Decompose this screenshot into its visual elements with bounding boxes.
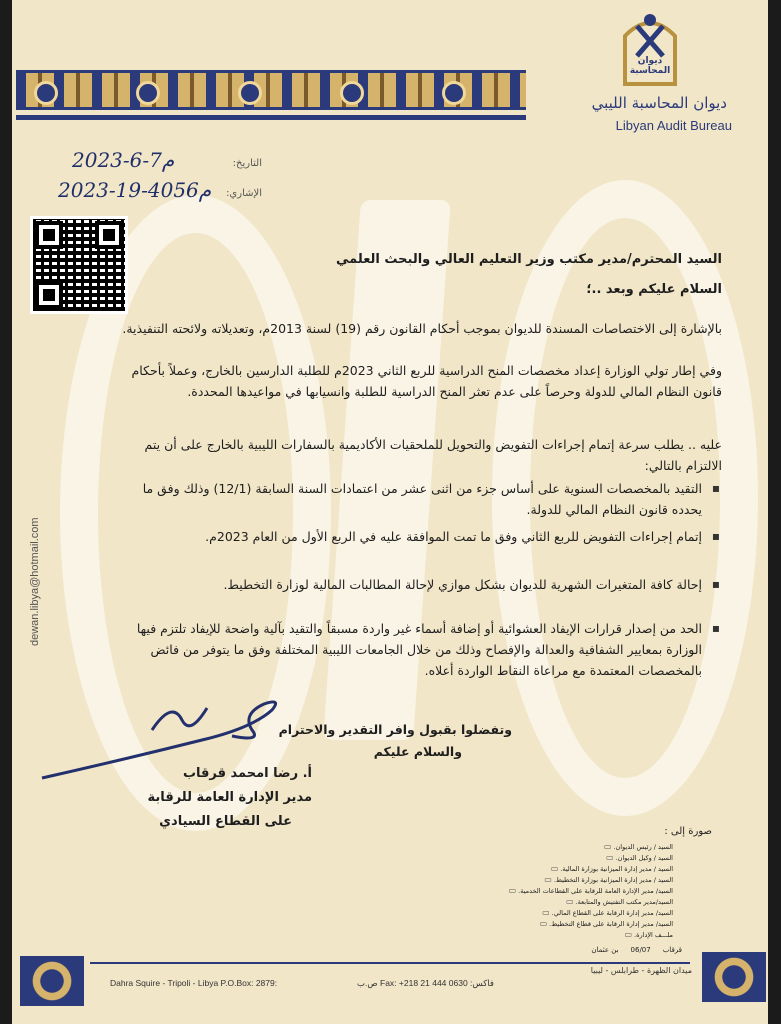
footer-address-english: Dahra Squire - Tripoli - Libya P.O.Box: 2879: (110, 978, 278, 988)
footer-fax: ص.ب Fax: +218 21 444 0630 :فاكس (357, 978, 494, 988)
side-email: dewan.libya@hotmail.com (29, 517, 41, 646)
greeting: السلام عليكم وبعد ..؛ (586, 282, 722, 297)
footer-rule (90, 962, 690, 964)
copy-recipient: السيد / مدير إدارة الميزانية بوزارة المالية. ▭ (473, 864, 673, 873)
ornament-corner-bottom-right (702, 952, 766, 1002)
signatory-title-2: على القطاع السيادي (159, 814, 292, 829)
paragraph-1: بالإشارة إلى الاختصاصات المسندة للديوان بموجب أحكام القانون رقم (19) لسنة 2013م، وتعديلاته ولائحته التنفيذية. (122, 321, 722, 336)
ref-label: الإشاري: (226, 188, 262, 199)
ref-author: قرقاب (662, 946, 682, 954)
signatory-name: أ. رضا امحمد قرقاب (182, 766, 312, 781)
ref-typist: بن عثمان (591, 946, 619, 954)
bullet-item: ▪ التقيد بالمخصصات السنوية على أساس جزء من اثنى عشر من اعتمادات السنة السابقة (12/1) وذلك وفق ما يحدده قانون النظام المالي للدولة. (132, 478, 702, 520)
paragraph-2: وفي إطار تولي الوزارة إعداد مخصصات المنح الدراسية للربع الثاني 2023م للطلبة الدارسين بالخارج، وعملاً بأحكام قانون النظام المالي للدولة وحرصاً على عدم تعثر المنح الدراسية للطلبة وانسيابها في مواعيدها المحددة. (131, 363, 722, 399)
org-name-arabic: ديوان المحاسبة الليبي (591, 94, 727, 112)
ref-date: 06/07 (630, 946, 651, 954)
copy-recipient: ملـــف الإدارة. ▭ (473, 930, 673, 939)
copies-list (12, 0, 768, 1024)
addressee: السيد المحترم/مدير مكتب وزير التعليم العالي والبحث العلمي (336, 252, 722, 267)
copies-footer-refs (492, 946, 682, 954)
date-label: التاريخ: (232, 158, 262, 169)
copy-recipient: السيد/مدير مكتب التفتيش والمتابعة. ▭ (473, 897, 673, 906)
ref-value: 2023-19-4056م (58, 178, 212, 202)
closing-line-1: وتفضلوا بقبول وافر التقدير والاحترام (278, 722, 512, 737)
copies-label: صورة إلى : (664, 826, 712, 837)
date-value: 2023-6-7م (72, 148, 175, 172)
copy-recipient: السيد/ مدير الإدارة العامة للرقابة على القطاعات الخدمية. ▭ (473, 886, 673, 895)
bullet-item: ▪ إتمام إجراءات التفويض للربع الثاني وفق ما تمت الموافقة عليه في الربع الأول من العام 2023م. (132, 526, 702, 547)
copy-recipient: السيد / وكيل الديوان. ▭ (473, 853, 673, 862)
org-name-english: Libyan Audit Bureau (615, 118, 732, 133)
ornament-corner-bottom-left (20, 956, 84, 1006)
signatory-title-1: مدير الإدارة العامة للرقابة (147, 790, 312, 805)
paragraph-3: عليه .. يطلب سرعة إتمام إجراءات التفويض والتحويل للملحقيات الأكاديمية بالسفارات الليبية بالخارج على أن يتم الالتزام بالتالي: (144, 437, 722, 473)
logo-text: ديوان المحاسبة (629, 56, 671, 76)
closing-line-2: والسلام عليكم (373, 744, 462, 759)
copy-recipient: السيد / رئيس الديوان. ▭ (473, 842, 673, 851)
bullet-item: ▪ الحد من إصدار قرارات الإيفاد العشوائية أو إضافة أسماء غير واردة مسبقاً والتقيد بآلية واضحة للإيفاد تلتزم فيها الوزارة بمعايير الشفافية والعدالة والإفصاح وذلك من خلال الجامعات الليبية المختلفة وفق ما يتوفر من فائض بالمخصصات المعتمدة مع مراعاة النقاط الواردة أعلاه. (132, 618, 702, 681)
copy-recipient: السيد/ مدير إدارة الرقابة على قطاع التخطيط. ▭ (473, 919, 673, 928)
footer-address-arabic: ميدان الظهرة - طرابلس - ليبيا (590, 966, 692, 975)
copy-recipient: السيد / مدير إدارة الميزانية بوزارة التخطيط. ▭ (473, 875, 673, 884)
copy-recipient: السيد/ مدير إدارة الرقابة على القطاع المالي. ▭ (473, 908, 673, 917)
document-page (12, 0, 768, 1024)
bullet-item: ▪ إحالة كافة المتغيرات الشهرية للديوان بشكل موازي لإحالة المطالبات المالية لوزارة التخطيط. (132, 574, 702, 595)
